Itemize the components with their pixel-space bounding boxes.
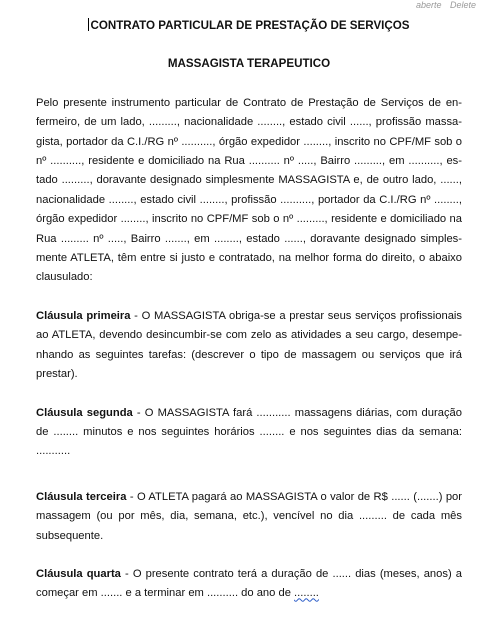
clause-3-text: - O ATLETA pagará ao MASSAGISTA o valor de R$ ...... (.......) por massagem (ou por mês, dia, semana, etc.), vencível no dia ......... de cada mês subsequente.	[36, 490, 462, 542]
delete-button[interactable]: Delete	[449, 0, 476, 10]
clause-1-text: - O MASSAGISTA obriga-se a prestar seus serviços profissionais ao ATLETA, devendo desincumbir-se com zelo as atividades a seu cargo, desempe-nhando as seguintes tarefas: (descrever o tipo de massagem ou serviços que irá prestar).	[36, 309, 462, 381]
document-title-wrap	[36, 16, 462, 35]
clause-2-label: Cláusula segunda	[36, 406, 133, 419]
clause-2	[36, 404, 462, 462]
clause-4-label: Cláusula quarta	[36, 567, 121, 580]
document-page	[36, 16, 462, 623]
clause-3-label: Cláusula terceira	[36, 490, 127, 503]
clause-1-label: Cláusula primeira	[36, 309, 131, 322]
clause-3	[36, 488, 462, 546]
clause-4-text: - O presente contrato terá a duração de ...... dias (meses, anos) a começar em ....... e a terminar em .......... do ano de	[36, 567, 462, 600]
clause-4-tail: ........	[294, 587, 319, 600]
document-subtitle: MASSAGISTA TERAPEUTICO	[167, 57, 331, 71]
clause-2-text: - O MASSAGISTA fará ........... massagens diárias, com duração de ........ minutos e nos seguintes horários ........ e nos seguintes dias da semana: ...........	[36, 406, 462, 458]
clause-1	[36, 307, 462, 385]
toolbar-buttons	[410, 0, 476, 10]
document-title: CONTRATO PARTICULAR DE PRESTAÇÃO DE SERVIÇOS	[90, 19, 410, 32]
intro-paragraph: Pelo presente instrumento particular de Contrato de Prestação de Serviços de en-fermeiro, de um lado, ........., nacionalidade ........, estado civil ......, profissão massa-gista, portador da C.I./RG nº .........., órgão expedidor ........, inscrito no CPF/MF sob o nº .........., residente e domiciliado na Rua .......... nº ....., Bairro ........., em .........., es-tado ........., doravante designado simplesmente MASSAGISTA e, de outro lado, ......, nacionalidade ........, estado civil ........, profissão .........., portador da C.I./RG nº ........, órgão expedidor ........, inscrito no CPF/MF sob o nº ........., residente e domiciliado na Rua ......... nº ....., Bairro ......., em ........, estado ......, doravante designado simples-mente ATLETA, têm entre si justo e contratado, na melhor forma do direito, o abaixo clausulado:	[36, 96, 462, 284]
open-button[interactable]: aberte	[415, 0, 442, 10]
clause-4	[36, 565, 462, 604]
